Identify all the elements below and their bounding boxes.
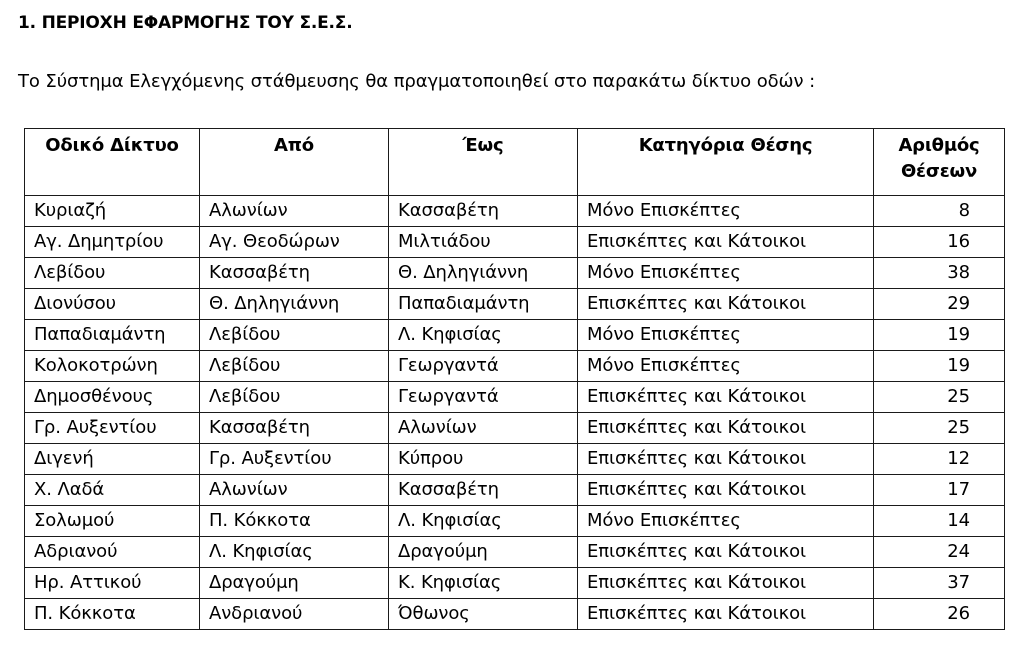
cell-to: Λ. Κηφισίας <box>389 506 578 537</box>
cell-from: Ανδριανού <box>200 599 389 630</box>
cell-spaces: 25 <box>874 413 1005 444</box>
cell-category: Επισκέπτες και Κάτοικοι <box>578 444 874 475</box>
cell-from: Αλωνίων <box>200 196 389 227</box>
cell-category: Επισκέπτες και Κάτοικοι <box>578 382 874 413</box>
cell-from: Π. Κόκκοτα <box>200 506 389 537</box>
cell-spaces: 24 <box>874 537 1005 568</box>
header-road: Οδικό Δίκτυο <box>25 129 200 196</box>
cell-spaces: 19 <box>874 351 1005 382</box>
cell-to: Κασσαβέτη <box>389 475 578 506</box>
section-heading: 1. ΠΕΡΙΟΧΗ ΕΦΑΡΜΟΓΗΣ ΤΟΥ Σ.Ε.Σ. <box>18 13 353 33</box>
cell-to: Αλωνίων <box>389 413 578 444</box>
table-row <box>25 599 1005 630</box>
cell-road: Λεβίδου <box>25 258 200 289</box>
table-header-row <box>25 129 1005 196</box>
cell-spaces: 38 <box>874 258 1005 289</box>
cell-category: Επισκέπτες και Κάτοικοι <box>578 413 874 444</box>
cell-to: Κ. Κηφισίας <box>389 568 578 599</box>
header-spaces <box>874 129 1005 196</box>
cell-category: Μόνο Επισκέπτες <box>578 258 874 289</box>
cell-to: Όθωνος <box>389 599 578 630</box>
table-row <box>25 351 1005 382</box>
cell-road: Δημοσθένους <box>25 382 200 413</box>
cell-to: Κασσαβέτη <box>389 196 578 227</box>
cell-spaces: 12 <box>874 444 1005 475</box>
cell-from: Δραγούμη <box>200 568 389 599</box>
cell-category: Επισκέπτες και Κάτοικοι <box>578 537 874 568</box>
header-from: Από <box>200 129 389 196</box>
cell-from: Θ. Δηληγιάννη <box>200 289 389 320</box>
cell-road: Κολοκοτρώνη <box>25 351 200 382</box>
cell-road: Γρ. Αυξεντίου <box>25 413 200 444</box>
cell-spaces: 16 <box>874 227 1005 258</box>
intro-paragraph: Το Σύστημα Ελεγχόμενης στάθμευσης θα πραγματοποιηθεί στο παρακάτω δίκτυο οδών : <box>18 71 816 92</box>
cell-spaces: 26 <box>874 599 1005 630</box>
header-spaces-line2: Θέσεων <box>900 161 978 182</box>
table-row <box>25 258 1005 289</box>
road-network-table <box>24 128 1005 630</box>
cell-from: Λ. Κηφισίας <box>200 537 389 568</box>
header-spaces-line1: Αριθμός <box>898 135 980 156</box>
header-category: Κατηγόρια Θέσης <box>578 129 874 196</box>
cell-spaces: 17 <box>874 475 1005 506</box>
cell-spaces: 37 <box>874 568 1005 599</box>
cell-category: Επισκέπτες και Κάτοικοι <box>578 599 874 630</box>
cell-category: Μόνο Επισκέπτες <box>578 320 874 351</box>
header-to: Έως <box>389 129 578 196</box>
cell-from: Κασσαβέτη <box>200 258 389 289</box>
cell-road: Αγ. Δημητρίου <box>25 227 200 258</box>
cell-to: Δραγούμη <box>389 537 578 568</box>
cell-to: Γεωργαντά <box>389 382 578 413</box>
cell-to: Παπαδιαμάντη <box>389 289 578 320</box>
table-row <box>25 568 1005 599</box>
table-row <box>25 506 1005 537</box>
cell-to: Γεωργαντά <box>389 351 578 382</box>
cell-from: Λεβίδου <box>200 320 389 351</box>
cell-road: Ηρ. Αττικού <box>25 568 200 599</box>
cell-road: Π. Κόκκοτα <box>25 599 200 630</box>
cell-road: Διονύσου <box>25 289 200 320</box>
cell-from: Λεβίδου <box>200 351 389 382</box>
cell-spaces: 14 <box>874 506 1005 537</box>
cell-from: Γρ. Αυξεντίου <box>200 444 389 475</box>
table-row <box>25 444 1005 475</box>
cell-spaces: 29 <box>874 289 1005 320</box>
cell-category: Επισκέπτες και Κάτοικοι <box>578 289 874 320</box>
cell-category: Επισκέπτες και Κάτοικοι <box>578 227 874 258</box>
cell-to: Θ. Δηληγιάννη <box>389 258 578 289</box>
cell-road: Αδριανού <box>25 537 200 568</box>
table-row <box>25 227 1005 258</box>
cell-road: Σολωμού <box>25 506 200 537</box>
cell-to: Λ. Κηφισίας <box>389 320 578 351</box>
cell-from: Κασσαβέτη <box>200 413 389 444</box>
cell-from: Αγ. Θεοδώρων <box>200 227 389 258</box>
cell-spaces: 8 <box>874 196 1005 227</box>
cell-from: Λεβίδου <box>200 382 389 413</box>
table-row <box>25 320 1005 351</box>
table-row <box>25 475 1005 506</box>
cell-category: Μόνο Επισκέπτες <box>578 196 874 227</box>
cell-road: Διγενή <box>25 444 200 475</box>
cell-to: Μιλτιάδου <box>389 227 578 258</box>
table-row <box>25 289 1005 320</box>
table-row <box>25 382 1005 413</box>
cell-road: Παπαδιαμάντη <box>25 320 200 351</box>
cell-category: Μόνο Επισκέπτες <box>578 506 874 537</box>
cell-category: Επισκέπτες και Κάτοικοι <box>578 475 874 506</box>
cell-from: Αλωνίων <box>200 475 389 506</box>
table-row <box>25 537 1005 568</box>
table-row <box>25 196 1005 227</box>
cell-to: Κύπρου <box>389 444 578 475</box>
cell-category: Μόνο Επισκέπτες <box>578 351 874 382</box>
table-row <box>25 413 1005 444</box>
cell-spaces: 25 <box>874 382 1005 413</box>
cell-spaces: 19 <box>874 320 1005 351</box>
cell-road: Χ. Λαδά <box>25 475 200 506</box>
cell-road: Κυριαζή <box>25 196 200 227</box>
cell-category: Επισκέπτες και Κάτοικοι <box>578 568 874 599</box>
